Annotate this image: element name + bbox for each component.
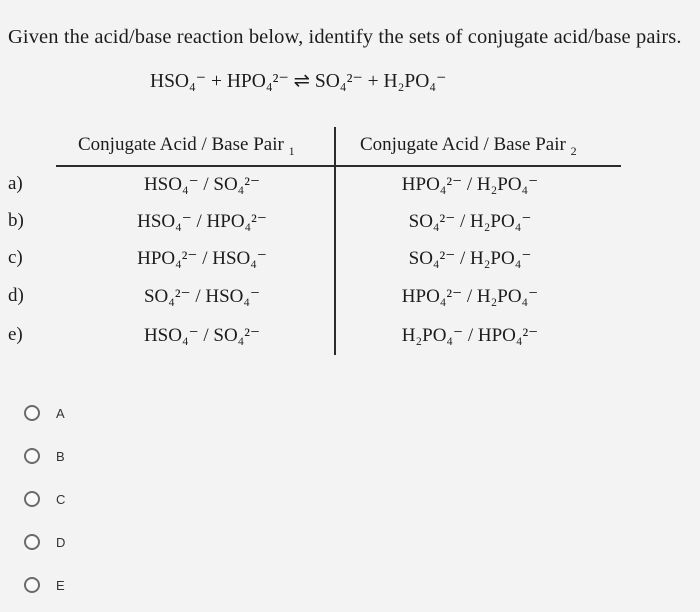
radio-button[interactable]	[24, 534, 40, 550]
column-header-2-text: Conjugate Acid / Base Pair	[360, 134, 566, 155]
row-label: a)	[8, 173, 23, 194]
radio-button[interactable]	[24, 405, 40, 421]
reaction-equation: HSO₄⁻ + HPO₄²⁻ ⇌ SO₄²⁻ + H₂PO₄⁻	[150, 71, 447, 92]
column-header-2-subscript: 2	[570, 143, 577, 158]
option-label: D	[56, 534, 66, 550]
column-header-pair-1	[78, 134, 295, 159]
row-label: c)	[8, 247, 23, 268]
option-label: C	[56, 491, 66, 507]
pair-2-cell: HPO₄²⁻ / H₂PO₄⁻	[401, 286, 539, 307]
pair-2-cell: HPO₄²⁻ / H₂PO₄⁻	[401, 174, 539, 195]
radio-button[interactable]	[24, 448, 40, 464]
pair-2-cell: SO₄²⁻ / H₂PO₄⁻	[408, 248, 532, 269]
radio-button[interactable]	[24, 577, 40, 593]
pair-1-cell: HPO₄²⁻ / HSO₄⁻	[137, 248, 267, 269]
row-label: e)	[8, 324, 23, 345]
option-label: E	[56, 577, 65, 593]
table-vertical-rule	[334, 127, 336, 355]
option-b[interactable]	[24, 444, 65, 468]
option-c[interactable]	[24, 487, 65, 511]
option-label: B	[56, 448, 65, 464]
option-e[interactable]	[24, 573, 65, 597]
pair-2-cell: SO₄²⁻ / H₂PO₄⁻	[408, 211, 532, 232]
pair-1-cell: HSO₄⁻ / SO₄²⁻	[143, 174, 261, 195]
pair-1-cell: SO₄²⁻ / HSO₄⁻	[143, 286, 261, 307]
radio-button[interactable]	[24, 491, 40, 507]
question-prompt: Given the acid/base reaction below, identify the sets of conjugate acid/base pairs.	[8, 26, 682, 48]
option-a[interactable]	[24, 401, 65, 425]
option-label: A	[56, 405, 65, 421]
pair-1-cell: HSO₄⁻ / SO₄²⁻	[143, 325, 261, 346]
answer-options	[0, 385, 700, 612]
column-header-1-subscript: 1	[288, 143, 295, 158]
pair-2-cell: H₂PO₄⁻ / HPO₄²⁻	[401, 325, 539, 346]
row-label: d)	[8, 285, 24, 306]
pair-1-cell: HSO₄⁻ / HPO₄²⁻	[137, 211, 267, 232]
option-d[interactable]	[24, 530, 65, 554]
row-label: b)	[8, 210, 24, 231]
column-header-pair-2	[360, 134, 577, 159]
table-horizontal-rule	[56, 165, 621, 167]
column-header-1-text: Conjugate Acid / Base Pair	[78, 134, 284, 155]
